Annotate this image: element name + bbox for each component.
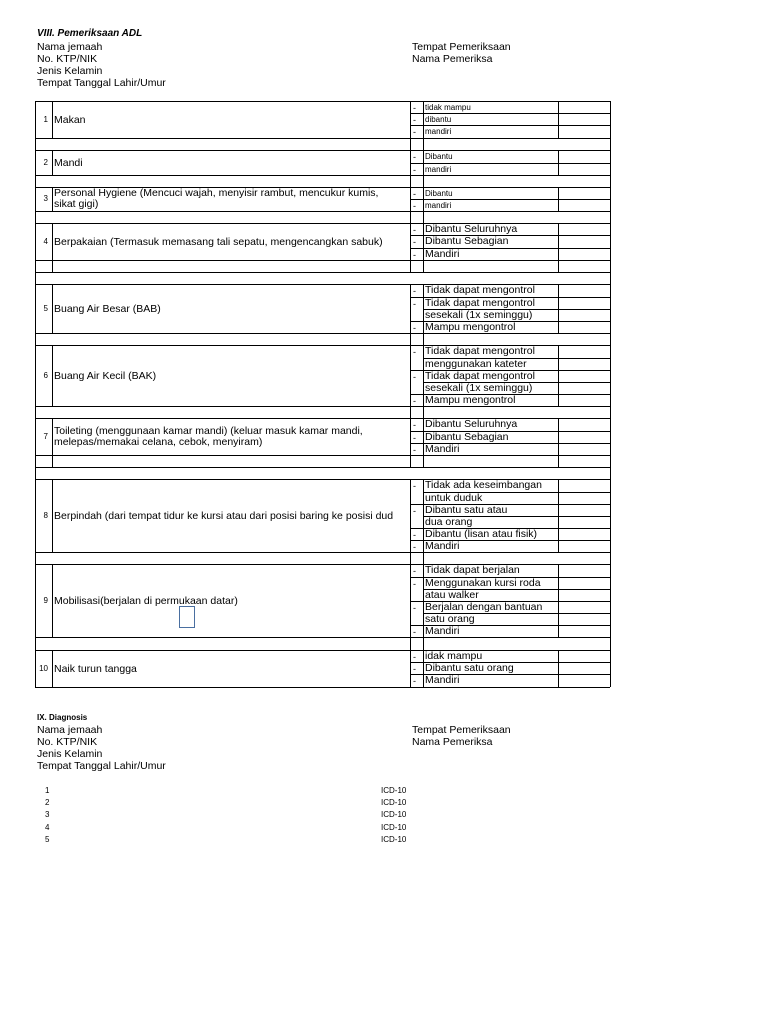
grid-line bbox=[558, 113, 610, 114]
grid-line bbox=[35, 272, 610, 273]
option-dash: - bbox=[413, 152, 416, 162]
grid-line bbox=[52, 455, 53, 467]
grid-line bbox=[558, 613, 610, 614]
icd-10-label: ICD-10 bbox=[381, 786, 407, 795]
grid-line bbox=[35, 138, 610, 139]
grid-line bbox=[410, 479, 411, 552]
grid-line bbox=[410, 552, 411, 564]
grid-line bbox=[558, 601, 610, 602]
option-label: Tidak dapat mengontrol bbox=[425, 297, 535, 309]
option-label: atau walker bbox=[425, 589, 479, 601]
grid-line bbox=[52, 345, 53, 406]
grid-line bbox=[35, 101, 610, 102]
activity-label: Personal Hygiene (Mencuci wajah, menyisir rambut, mencukur kumis, bbox=[54, 187, 379, 199]
grid-line bbox=[35, 467, 610, 468]
diag-label-tempat-pemeriksaan: Tempat Pemeriksaan bbox=[412, 724, 511, 736]
grid-line bbox=[410, 101, 411, 138]
grid-line bbox=[52, 187, 53, 211]
option-dash: - bbox=[413, 506, 416, 516]
section-title-adl: VIII. Pemeriksaan ADL bbox=[37, 28, 143, 39]
grid-line bbox=[558, 345, 559, 406]
grid-line bbox=[423, 260, 424, 272]
item-number: 4 bbox=[43, 236, 48, 246]
grid-line bbox=[423, 418, 424, 455]
grid-line bbox=[52, 650, 53, 687]
option-label: Dibantu Seluruhnya bbox=[425, 223, 518, 235]
option-label: Tidak dapat mengontrol bbox=[425, 345, 535, 357]
option-dash: - bbox=[413, 299, 416, 309]
item-number: 6 bbox=[43, 370, 48, 380]
grid-line bbox=[52, 101, 53, 138]
grid-line bbox=[423, 333, 424, 345]
option-label: Dibantu satu atau bbox=[425, 504, 508, 516]
item-number: 3 bbox=[43, 194, 48, 203]
grid-line bbox=[558, 528, 610, 529]
label-ktp-nik: No. KTP/NIK bbox=[37, 53, 98, 65]
activity-label: Mobilisasi(berjalan di permukaan datar) bbox=[54, 594, 238, 607]
option-label: Berjalan dengan bantuan bbox=[425, 601, 543, 613]
grid-line bbox=[52, 150, 53, 175]
grid-line bbox=[52, 260, 53, 272]
grid-line bbox=[423, 138, 424, 150]
grid-line bbox=[35, 175, 610, 176]
grid-line bbox=[410, 418, 411, 455]
option-label: mandiri bbox=[425, 165, 452, 174]
grid-line bbox=[35, 564, 610, 565]
grid-line bbox=[558, 382, 610, 383]
grid-line bbox=[35, 687, 610, 688]
activity-label: Toileting (menggunaan kamar mandi) (keluar masuk kamar mandi, bbox=[54, 424, 363, 437]
activity-label: melepas/memakai celana, cebok, menyiram) bbox=[54, 435, 263, 448]
grid-line bbox=[558, 223, 559, 260]
grid-line bbox=[410, 637, 411, 650]
option-dash: - bbox=[413, 481, 416, 491]
option-dash: - bbox=[413, 372, 416, 382]
option-label: Dibantu bbox=[425, 152, 453, 161]
option-dash: - bbox=[413, 530, 416, 540]
option-label: Dibantu Seluruhnya bbox=[425, 418, 518, 430]
grid-line bbox=[423, 101, 424, 138]
option-label: satu orang bbox=[425, 613, 475, 625]
diagnosis-number: 5 bbox=[45, 834, 50, 844]
grid-line bbox=[410, 125, 558, 126]
item-number: 8 bbox=[43, 510, 48, 520]
grid-line bbox=[423, 211, 424, 223]
option-label: Tidak dapat mengontrol bbox=[425, 370, 535, 382]
grid-line bbox=[35, 455, 610, 456]
grid-line bbox=[410, 223, 411, 260]
activity-label: Mandi bbox=[54, 156, 83, 169]
grid-line bbox=[35, 552, 610, 553]
grid-line bbox=[558, 309, 610, 310]
option-dash: - bbox=[413, 165, 416, 175]
item-number: 5 bbox=[43, 303, 48, 313]
grid-line bbox=[558, 418, 559, 455]
grid-line bbox=[35, 211, 610, 212]
diag-label-nama-pemeriksa: Nama Pemeriksa bbox=[412, 736, 493, 748]
grid-line bbox=[558, 260, 559, 272]
option-dash: - bbox=[413, 396, 416, 406]
option-dash: - bbox=[413, 676, 416, 686]
grid-line bbox=[558, 321, 610, 322]
activity-label: Makan bbox=[54, 113, 86, 126]
icd-10-label: ICD-10 bbox=[381, 810, 407, 820]
option-label: Mandiri bbox=[425, 674, 460, 686]
option-dash: - bbox=[413, 201, 416, 211]
diagnosis-number: 3 bbox=[45, 810, 50, 820]
option-dash: - bbox=[413, 433, 416, 443]
grid-line bbox=[558, 248, 610, 249]
grid-line bbox=[410, 199, 558, 200]
diagnosis-number: 1 bbox=[45, 786, 50, 795]
item-number: 1 bbox=[43, 114, 48, 124]
grid-line bbox=[558, 125, 610, 126]
grid-line bbox=[410, 333, 411, 345]
option-label: Mandiri bbox=[425, 248, 460, 260]
grid-line bbox=[423, 175, 424, 187]
option-label: sesekali (1x seminggu) bbox=[425, 382, 533, 394]
option-label: dua orang bbox=[425, 516, 473, 528]
option-label: mandiri bbox=[425, 201, 452, 210]
grid-line bbox=[558, 577, 610, 578]
option-dash: - bbox=[413, 627, 416, 637]
grid-line bbox=[423, 345, 424, 406]
grid-line bbox=[610, 101, 611, 687]
grid-line bbox=[423, 650, 424, 687]
grid-line bbox=[558, 625, 610, 626]
option-label: Dibantu bbox=[425, 189, 453, 198]
grid-line bbox=[423, 406, 424, 418]
option-label: Dibantu (lisan atau fisik) bbox=[425, 528, 538, 540]
option-label: dibantu bbox=[425, 115, 452, 124]
option-dash: - bbox=[413, 250, 416, 260]
grid-line bbox=[558, 431, 610, 432]
grid-line bbox=[35, 637, 610, 638]
adl-table bbox=[35, 101, 610, 688]
item-number: 10 bbox=[39, 663, 48, 673]
activity-label: Berpindah (dari tempat tidur ke kursi atau dari posisi baring ke posisi dud bbox=[54, 509, 394, 522]
activity-label: sikat gigi) bbox=[54, 198, 99, 210]
grid-line bbox=[410, 138, 411, 150]
option-dash: - bbox=[413, 323, 416, 333]
grid-line bbox=[558, 394, 610, 395]
grid-line bbox=[410, 113, 558, 114]
item-number: 7 bbox=[43, 431, 48, 441]
grid-line bbox=[558, 163, 610, 164]
diagnosis-number: 2 bbox=[45, 798, 50, 808]
grid-line bbox=[52, 223, 53, 260]
grid-line bbox=[558, 455, 559, 467]
section-title-diagnosis: IX. Diagnosis bbox=[37, 713, 88, 722]
grid-line bbox=[558, 101, 559, 138]
grid-line bbox=[558, 662, 610, 663]
option-dash: - bbox=[413, 127, 416, 137]
grid-line bbox=[558, 358, 610, 359]
grid-line bbox=[410, 260, 411, 272]
option-label: menggunakan kateter bbox=[425, 358, 527, 370]
grid-line bbox=[410, 455, 411, 467]
option-dash: - bbox=[413, 237, 416, 247]
label-tempat-pemeriksaan: Tempat Pemeriksaan bbox=[412, 41, 511, 53]
grid-line bbox=[35, 406, 610, 407]
grid-line bbox=[410, 211, 411, 223]
grid-line bbox=[410, 406, 411, 418]
grid-line bbox=[558, 199, 610, 200]
option-label: Tidak dapat berjalan bbox=[425, 564, 520, 576]
grid-line bbox=[52, 564, 53, 637]
diag-label-ktp-nik: No. KTP/NIK bbox=[37, 736, 98, 748]
activity-label: Naik turun tangga bbox=[54, 662, 137, 675]
option-dash: - bbox=[413, 664, 416, 674]
grid-line bbox=[35, 650, 610, 651]
grid-line bbox=[35, 150, 610, 151]
label-nama-jemaah: Nama jemaah bbox=[37, 41, 103, 53]
selection-marker[interactable] bbox=[179, 606, 195, 628]
diagnosis-number: 4 bbox=[45, 822, 50, 832]
label-jenis-kelamin: Jenis Kelamin bbox=[37, 65, 103, 77]
grid-line bbox=[52, 284, 53, 333]
option-label: Mampu mengontrol bbox=[425, 394, 516, 406]
option-label: Dibantu satu orang bbox=[425, 662, 514, 674]
grid-line bbox=[423, 637, 424, 650]
grid-line bbox=[558, 235, 610, 236]
grid-line bbox=[410, 284, 411, 333]
option-dash: - bbox=[413, 445, 416, 455]
grid-line bbox=[35, 333, 610, 334]
grid-line bbox=[410, 345, 411, 406]
option-label: Tidak dapat mengontrol bbox=[425, 284, 535, 296]
activity-label: Berpakaian (Termasuk memasang tali sepatu, mengencangkan sabuk) bbox=[54, 235, 383, 248]
grid-line bbox=[558, 297, 610, 298]
grid-line bbox=[558, 443, 610, 444]
grid-line bbox=[52, 479, 53, 552]
grid-line bbox=[423, 552, 424, 564]
option-dash: - bbox=[413, 103, 416, 113]
option-dash: - bbox=[413, 420, 416, 430]
item-number: 2 bbox=[43, 157, 48, 167]
option-label: Menggunakan kursi roda bbox=[425, 577, 541, 589]
option-dash: - bbox=[413, 225, 416, 235]
grid-line bbox=[35, 418, 610, 419]
option-dash: - bbox=[413, 579, 416, 589]
option-label: Dibantu Sebagian bbox=[425, 431, 509, 443]
option-label: untuk duduk bbox=[425, 492, 483, 504]
activity-label: Buang Air Besar (BAB) bbox=[54, 302, 161, 315]
option-label: tidak mampu bbox=[425, 103, 471, 112]
item-number: 9 bbox=[43, 595, 48, 605]
activity-label: Buang Air Kecil (BAK) bbox=[54, 369, 157, 382]
option-dash: - bbox=[413, 189, 416, 199]
option-dash: - bbox=[413, 566, 416, 576]
option-label: Mandiri bbox=[425, 540, 460, 552]
option-label: Mandiri bbox=[425, 443, 460, 455]
label-ttl-umur: Tempat Tanggal Lahir/Umur bbox=[37, 77, 166, 89]
option-label: Dibantu Sebagian bbox=[425, 235, 509, 247]
diag-label-jenis-kelamin: Jenis Kelamin bbox=[37, 748, 103, 760]
grid-line bbox=[423, 455, 424, 467]
icd-10-label: ICD-10 bbox=[381, 822, 407, 832]
grid-line bbox=[558, 650, 559, 687]
option-dash: - bbox=[413, 603, 416, 613]
grid-line bbox=[35, 260, 610, 261]
option-label: sesekali (1x seminggu) bbox=[425, 309, 533, 321]
option-dash: - bbox=[413, 115, 416, 125]
option-label: idak mampu bbox=[425, 650, 483, 662]
option-label: mandiri bbox=[425, 127, 452, 136]
icd-10-label: ICD-10 bbox=[381, 834, 407, 844]
option-label: Tidak ada keseimbangan bbox=[425, 479, 542, 491]
option-dash: - bbox=[413, 542, 416, 552]
diag-label-nama-jemaah: Nama jemaah bbox=[37, 724, 103, 736]
grid-line bbox=[410, 650, 411, 687]
diag-label-ttl-umur: Tempat Tanggal Lahir/Umur bbox=[37, 760, 166, 772]
icd-10-label: ICD-10 bbox=[381, 798, 407, 808]
grid-line bbox=[558, 492, 610, 493]
grid-line bbox=[410, 163, 558, 164]
grid-line bbox=[558, 589, 610, 590]
option-dash: - bbox=[413, 286, 416, 296]
grid-line bbox=[423, 223, 424, 260]
grid-line bbox=[558, 540, 610, 541]
option-dash: - bbox=[413, 347, 416, 357]
option-label: Mandiri bbox=[425, 625, 460, 637]
grid-line bbox=[558, 674, 610, 675]
option-dash: - bbox=[413, 652, 416, 662]
option-label: Mampu mengontrol bbox=[425, 321, 516, 333]
grid-line bbox=[558, 504, 610, 505]
grid-line bbox=[558, 370, 610, 371]
grid-line bbox=[558, 516, 610, 517]
grid-line bbox=[52, 418, 53, 455]
grid-line bbox=[410, 175, 411, 187]
grid-line bbox=[35, 223, 610, 224]
label-nama-pemeriksa: Nama Pemeriksa bbox=[412, 53, 493, 65]
